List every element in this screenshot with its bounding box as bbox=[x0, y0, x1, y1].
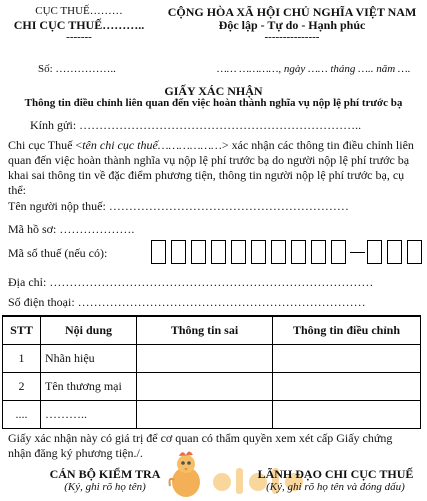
phone-field: Số điện thoại: ……………………………………………………………… bbox=[8, 295, 366, 309]
document-subtitle: Thông tin điều chỉnh liên quan đến việc hoàn thành nghĩa vụ nộp lệ phí trước bạ bbox=[24, 97, 403, 109]
tax-code-box bbox=[367, 240, 382, 264]
tax-code-box bbox=[191, 240, 206, 264]
address-field: Địa chỉ: ……………………………………………………………………… bbox=[8, 275, 374, 289]
row-stt: 2 bbox=[3, 372, 41, 400]
tax-code-box bbox=[387, 240, 402, 264]
inspector-title: CÁN BỘ KIỂM TRA bbox=[49, 467, 161, 481]
tax-code-box bbox=[407, 240, 422, 264]
director-signature-note: (Ký, ghi rõ họ tên và đóng dấu) bbox=[266, 481, 405, 493]
tax-code-box bbox=[231, 240, 246, 264]
header-content: Nội dung bbox=[41, 316, 137, 344]
paragraph-prefix: Chi cục Thuế < bbox=[8, 138, 83, 152]
sub-department-line: CHI CỤC THUẾ……….. bbox=[13, 18, 145, 32]
row-adjusted-info bbox=[273, 372, 421, 400]
left-header-rule: ------- bbox=[66, 31, 92, 43]
right-header-rule: --------------- bbox=[264, 31, 320, 43]
document-number: Số: …………….. bbox=[38, 63, 116, 75]
tax-code-box bbox=[271, 240, 286, 264]
row-content: Tên thương mại bbox=[41, 372, 137, 400]
table-header-row bbox=[3, 316, 421, 344]
tax-code-box bbox=[331, 240, 346, 264]
director-title: LÃNH ĐẠO CHI CỤC THUẾ bbox=[257, 467, 414, 481]
tax-code-box bbox=[311, 240, 326, 264]
row-content: Nhãn hiệu bbox=[41, 344, 137, 372]
paragraph-office-name: tên chi cục thuế……………… bbox=[82, 138, 222, 152]
document-date: …… …………, ngày …… tháng ….. năm …. bbox=[217, 63, 411, 75]
tax-code-box bbox=[171, 240, 186, 264]
confirmation-paragraph bbox=[8, 138, 418, 198]
document-title: GIẤY XÁC NHẬN bbox=[164, 84, 263, 98]
header-adjusted-info: Thông tin điều chỉnh bbox=[273, 316, 421, 344]
taxpayer-name-field: Tên người nộp thuế: …………………………………………………… bbox=[8, 199, 349, 213]
adjustment-table bbox=[2, 315, 421, 429]
header-stt: STT bbox=[3, 316, 41, 344]
validity-note: Giấy xác nhận này có giá trị để cơ quan có thẩm quyền xem xét cấp Giấy chứng nhận đăng ký phương tiện./. bbox=[8, 431, 393, 460]
table-row bbox=[3, 344, 421, 372]
tax-code-label: Mã số thuế (nếu có): bbox=[8, 246, 108, 260]
tax-code-box bbox=[251, 240, 266, 264]
tax-code-box bbox=[211, 240, 226, 264]
header-wrong-info: Thông tin sai bbox=[137, 316, 273, 344]
row-content: ……….. bbox=[41, 400, 137, 428]
inspector-signature-note: (Ký, ghi rõ họ tên) bbox=[64, 481, 146, 493]
row-wrong-info bbox=[137, 372, 273, 400]
dossier-code-field: Mã hồ sơ: ………………. bbox=[8, 222, 135, 236]
row-stt: .... bbox=[3, 400, 41, 428]
tax-department-line: CỤC THUẾ……… bbox=[35, 5, 123, 17]
row-adjusted-info bbox=[273, 344, 421, 372]
row-wrong-info bbox=[137, 400, 273, 428]
recipient-line: Kính gửi: …………………………………………………………….. bbox=[30, 118, 362, 132]
table-row bbox=[3, 400, 421, 428]
national-title: CỘNG HÒA XÃ HỘI CHỦ NGHĨA VIỆT NAM bbox=[167, 5, 417, 19]
tax-code-box bbox=[291, 240, 306, 264]
row-stt: 1 bbox=[3, 344, 41, 372]
table-row bbox=[3, 372, 421, 400]
national-motto: Độc lập - Tự do - Hạnh phúc bbox=[218, 18, 366, 32]
paragraph-suffix: > xác nhận các thông tin điều chỉnh liên quan đến việc hoàn thành nghĩa vụ nộp lệ phí trước bạ do người nộp lệ phí trước bạ khai sai thông tin về đặc điểm phương tiện, thông tin người nộp lệ phí trước bạ, cụ thể: bbox=[8, 138, 414, 197]
row-adjusted-info bbox=[273, 400, 421, 428]
tax-code-separator bbox=[350, 252, 365, 253]
tax-code-box bbox=[151, 240, 166, 264]
row-wrong-info bbox=[137, 344, 273, 372]
